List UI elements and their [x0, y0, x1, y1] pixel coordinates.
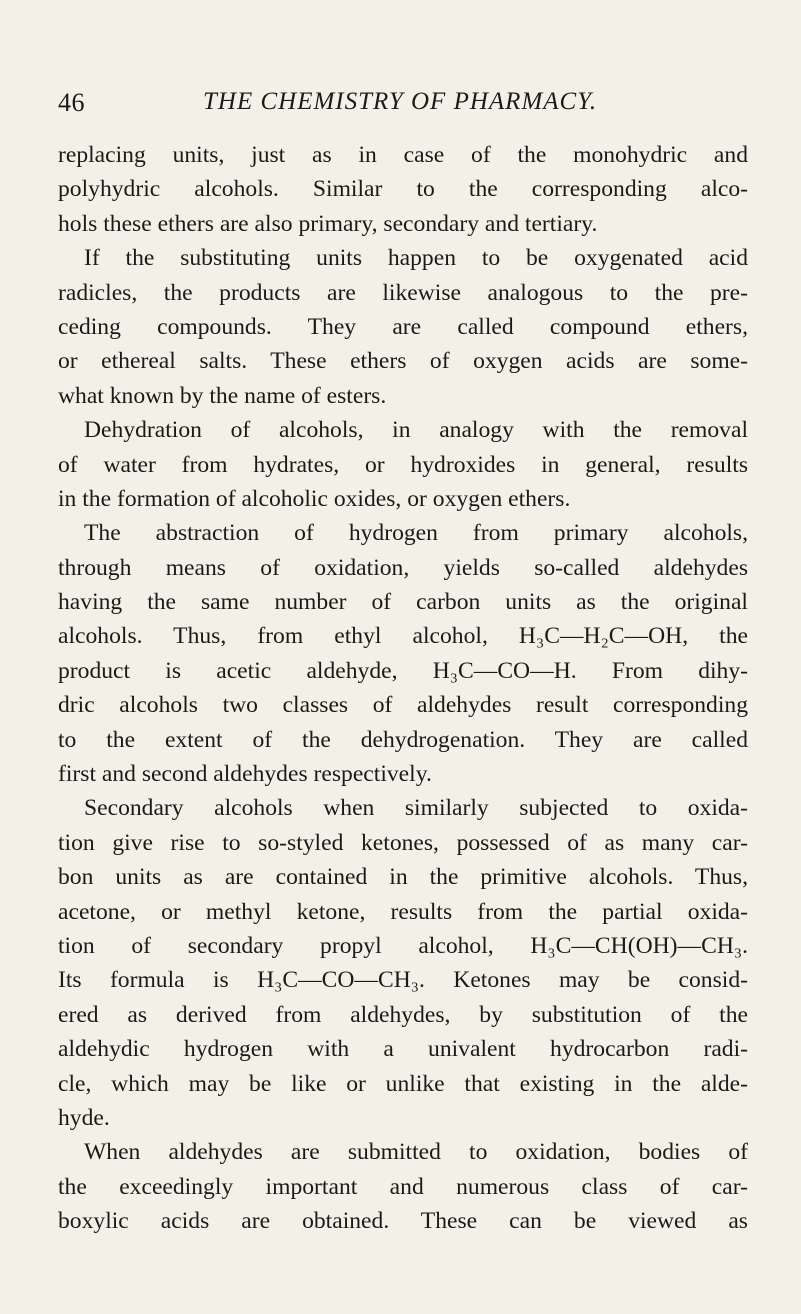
text-line: The abstraction of hydrogen from primary alcohols,	[84, 520, 748, 547]
text-line: tion of secondary propyl alcohol, H₃C—CH(OH)—CH₃.	[58, 932, 748, 959]
text-line: If the substituting units happen to be oxygenated acid	[84, 245, 748, 272]
text-line: Its formula is H₃C—CO—CH₃. Ketones may be consid-	[58, 967, 748, 994]
text-line: cle, which may be like or unlike that existing in the alde-	[58, 1070, 748, 1097]
text-line: of water from hydrates, or hydroxides in general, results	[58, 451, 748, 478]
text-line: what known by the name of esters.	[58, 382, 387, 409]
text-line: replacing units, just as in case of the monohydric and	[58, 142, 748, 168]
running-title: THE CHEMISTRY OF PHARMACY.	[203, 88, 598, 115]
text-line: Dehydration of alcohols, in analogy with the removal	[84, 417, 748, 444]
text-line: or ethereal salts. These ethers of oxygen acids are some-	[58, 348, 748, 375]
text-line: dric alcohols two classes of aldehydes result corresponding	[58, 692, 748, 719]
body-text	[58, 138, 748, 1239]
text-line: bon units as are contained in the primitive alcohols. Thus,	[58, 864, 748, 891]
page-header	[58, 88, 748, 128]
text-line: boxylic acids are obtained. These can be viewed as	[58, 1208, 748, 1235]
text-line: having the same number of carbon units as the original	[58, 589, 748, 616]
text-line: through means of oxidation, yields so-called aldehydes	[58, 554, 748, 581]
text-line: in the formation of alcoholic oxides, or oxygen ethers.	[58, 485, 571, 512]
text-line: hyde.	[58, 1104, 110, 1131]
text-line: the exceedingly important and numerous class of car-	[58, 1173, 748, 1200]
text-line: tion give rise to so-styled ketones, possessed of as many car-	[58, 829, 748, 856]
text-line: product is acetic aldehyde, H₃C—CO—H. From dihy-	[58, 657, 748, 684]
text-line: Secondary alcohols when similarly subjected to oxida-	[84, 795, 748, 822]
text-line: radicles, the products are likewise analogous to the pre-	[58, 279, 748, 306]
text-line: ceding compounds. They are called compound ethers,	[58, 313, 748, 340]
text-line: aldehydic hydrogen with a univalent hydrocarbon radi-	[58, 1036, 748, 1063]
text-line: to the extent of the dehydrogenation. They are called	[58, 726, 748, 753]
text-line: ered as derived from aldehydes, by substitution of the	[58, 1001, 748, 1028]
text-line: hols these ethers are also primary, secondary and tertiary.	[58, 210, 598, 237]
text-line: acetone, or methyl ketone, results from the partial oxida-	[58, 898, 748, 925]
text-line: alcohols. Thus, from ethyl alcohol, H₃C—H₂C—OH, the	[58, 623, 748, 650]
text-line: When aldehydes are submitted to oxidation, bodies of	[84, 1139, 748, 1166]
page-number: 46	[58, 88, 85, 117]
text-line: first and second aldehydes respectively.	[58, 761, 432, 788]
text-line: polyhydric alcohols. Similar to the corresponding alco-	[58, 176, 748, 203]
